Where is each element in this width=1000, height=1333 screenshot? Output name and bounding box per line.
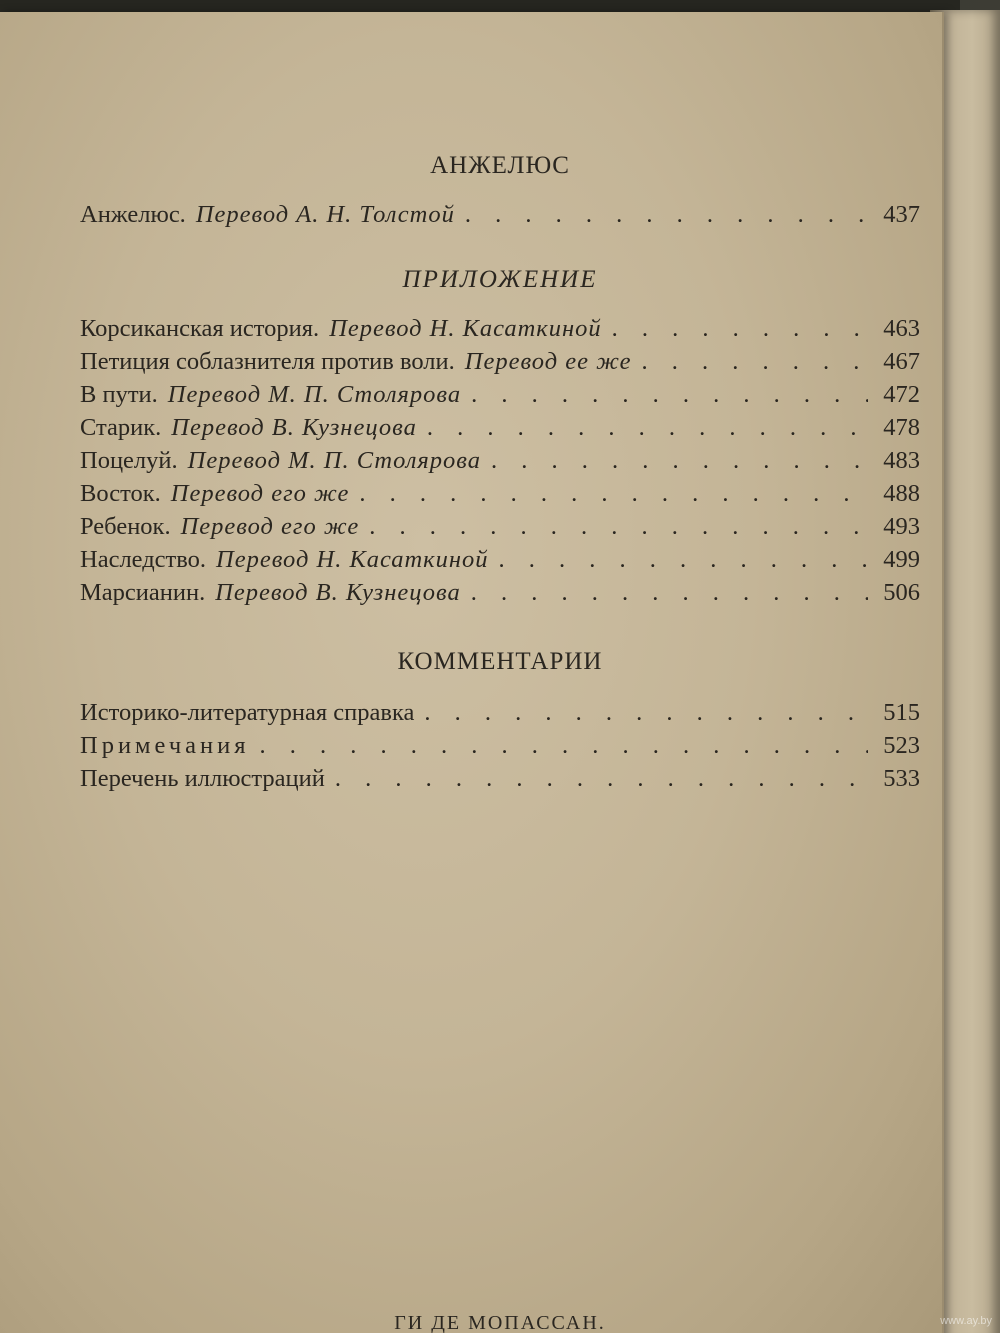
dot-leader [471,378,868,412]
dot-leader [424,696,868,730]
toc-entry [80,762,920,796]
page-number: 478 [883,414,920,441]
entry-translator: Перевод В. Кузнецова [215,579,461,606]
dot-leader [465,198,868,232]
toc-entry [80,444,920,478]
page-number: 467 [883,348,920,375]
dot-leader [335,762,868,796]
page-number: 506 [883,579,920,606]
page-number: 472 [883,381,920,408]
dot-leader [260,729,868,763]
page-footer: ГИ ДЕ МОПАССАН. [394,1312,606,1333]
entry-translator: Перевод Н. Касаткиной [329,315,602,342]
toc-entry [80,729,920,763]
entry-title: Перечень иллюстраций [80,765,325,792]
toc-entry [80,543,920,577]
entry-title: Петиция соблазнителя против воли. [80,348,455,375]
entry-title: Наследство. [80,546,207,573]
section-heading-kommentarii: КОММЕНТАРИИ [397,648,603,675]
toc-entry [80,477,920,511]
entry-translator: Перевод А. Н. Толстой [195,201,455,228]
watermark: www.ay.by [940,1315,992,1327]
toc-entry [80,411,920,445]
entry-translator: Перевод В. Кузнецова [171,414,417,441]
dot-leader [427,411,868,445]
page-number: 533 [883,765,920,792]
entry-translator: Перевод ее же [464,348,632,375]
entry-title: Старик. [80,414,162,441]
entry-title: Поцелуй. [80,447,178,474]
dot-leader [471,576,868,610]
toc-entry [80,510,920,544]
page-number: 483 [883,447,920,474]
page-number: 499 [883,546,920,573]
page-number: 523 [883,732,920,759]
entry-title: В пути. [80,381,158,408]
page-number: 493 [883,513,920,540]
entry-translator: Перевод его же [170,480,350,507]
entry-title: Марсианин. [80,579,206,606]
book-page [0,12,944,1333]
dot-leader [359,477,868,511]
toc-entry [80,576,920,610]
entry-title: Корсиканская история. [80,315,320,342]
toc-entry [80,312,920,346]
entry-translator: Перевод его же [180,513,360,540]
toc-entry [80,378,920,412]
entry-translator: Перевод Н. Касаткиной [216,546,489,573]
entry-title: Историко-литературная справка [80,699,415,726]
entry-title: Ребенок. [80,513,171,540]
dot-leader [499,543,868,577]
section-heading-prilozhenie: ПРИЛОЖЕНИЕ [402,266,598,293]
entry-title: Анжелюс. [80,201,186,228]
toc-entry [80,198,920,232]
dot-leader [491,444,868,478]
section-heading-anzhelyus: АНЖЕЛЮС [430,152,570,179]
toc-entry [80,696,920,730]
page-number: 463 [883,315,920,342]
toc-entry [80,345,920,379]
dot-leader [612,312,868,346]
dot-leader [369,510,868,544]
entry-translator: Перевод М. П. Столярова [167,381,462,408]
entry-title: Восток. [80,480,161,507]
entry-title: Примечания [80,732,250,759]
entry-translator: Перевод М. П. Столярова [187,447,482,474]
dot-leader [641,345,868,379]
page-number: 488 [883,480,920,507]
page-number: 515 [883,699,920,726]
page-number: 437 [883,201,920,228]
